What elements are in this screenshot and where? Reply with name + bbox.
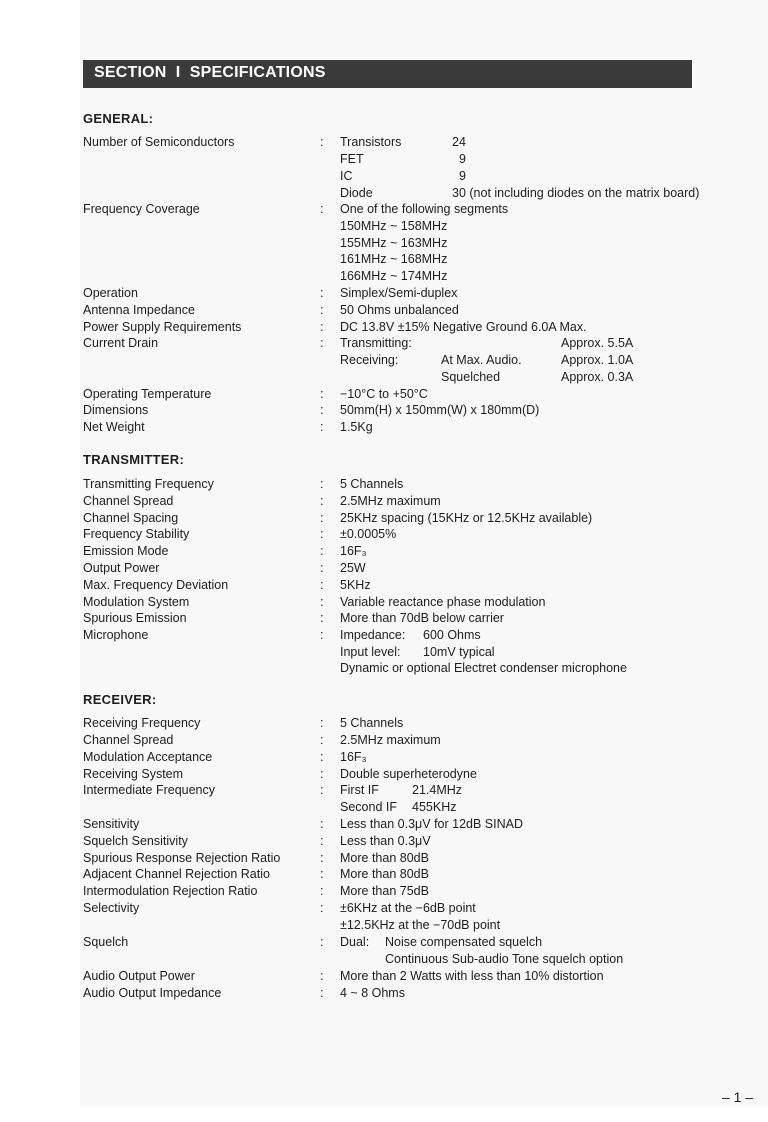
first-if-value: 21.4MHz [412, 783, 463, 797]
spec-row-operating-temperature [0, 386, 768, 403]
spec-row-ic [0, 168, 768, 185]
spec-value: 25KHz spacing (15KHz or 12.5KHz available) [340, 511, 593, 525]
spec-label: Intermodulation Rejection Ratio [83, 884, 258, 898]
spec-row-channel-spread [0, 732, 768, 749]
spec-value: ±6KHz at the −6dB point [340, 901, 476, 915]
receiving-label: Receiving: [340, 353, 399, 367]
spec-colon: : [320, 320, 324, 334]
spec-label: Operation [83, 286, 138, 300]
spec-row-segment [0, 251, 768, 268]
fet-label: FET [340, 152, 364, 166]
spec-value: Variable reactance phase modulation [340, 595, 546, 609]
spec-value: Less than 0.3μV for 12dB SINAD [340, 817, 523, 831]
spec-row-audio-output-impedance [0, 985, 768, 1002]
spec-row-diode [0, 185, 768, 202]
spec-label: Dimensions [83, 403, 149, 417]
spec-colon: : [320, 611, 324, 625]
spec-label: Frequency Coverage [83, 202, 200, 216]
spec-label: Receiving System [83, 767, 184, 781]
spec-colon: : [320, 544, 324, 558]
transmitter-section-title: TRANSMITTER: [83, 452, 185, 467]
spec-row-second-if [0, 799, 768, 816]
dual-label: Dual: [340, 935, 370, 949]
spec-row-squelch-2 [0, 951, 768, 968]
spec-value: 25W [340, 561, 366, 575]
spec-row-microphone-type [0, 660, 768, 677]
spec-row-power-supply [0, 319, 768, 336]
spec-row-output-power [0, 560, 768, 577]
spec-value: 5 Channels [340, 716, 404, 730]
squelched-label: Squelched [441, 370, 501, 384]
spec-colon: : [320, 935, 324, 949]
spec-label: Selectivity [83, 901, 140, 915]
spec-colon: : [320, 834, 324, 848]
spec-row-adjacent-rejection [0, 866, 768, 883]
spec-value: 2.5MHz maximum [340, 733, 441, 747]
spec-value: Continuous Sub-audio Tone squelch option [385, 952, 624, 966]
spec-colon: : [320, 303, 324, 317]
receiver-section-title: RECEIVER: [83, 692, 157, 707]
spec-label: Squelch Sensitivity [83, 834, 188, 848]
spec-colon: : [320, 477, 324, 491]
spec-row-modulation-acceptance [0, 749, 768, 766]
spec-value: More than 2 Watts with less than 10% distortion [340, 969, 604, 983]
spec-label: Sensitivity [83, 817, 140, 831]
spec-label: Receiving Frequency [83, 716, 201, 730]
spec-label: Emission Mode [83, 544, 169, 558]
spec-value: More than 80dB [340, 851, 429, 865]
spec-colon: : [320, 578, 324, 592]
spec-label: Adjacent Channel Rejection Ratio [83, 867, 270, 881]
spec-colon: : [320, 135, 324, 149]
spec-value: 16F₃ [340, 544, 367, 558]
spec-value: 5 Channels [340, 477, 404, 491]
spec-colon: : [320, 716, 324, 730]
spec-label: Power Supply Requirements [83, 320, 242, 334]
spec-row-receiving [0, 352, 768, 369]
spec-colon: : [320, 561, 324, 575]
spec-colon: : [320, 286, 324, 300]
spec-value: −10°C to +50°C [340, 387, 428, 401]
spec-value: More than 75dB [340, 884, 429, 898]
spec-row-segment [0, 235, 768, 252]
spec-colon: : [320, 511, 324, 525]
spec-label: Channel Spacing [83, 511, 179, 525]
spec-row-emission-mode [0, 543, 768, 560]
spec-colon: : [320, 202, 324, 216]
spec-value: ±12.5KHz at the −70dB point [340, 918, 501, 932]
spec-row-sensitivity [0, 816, 768, 833]
spec-value: 4 ~ 8 Ohms [340, 986, 405, 1000]
spec-label: Squelch [83, 935, 129, 949]
spec-row-modulation-system [0, 594, 768, 611]
spec-colon: : [320, 336, 324, 350]
spec-row-segment [0, 268, 768, 285]
spec-colon: : [320, 628, 324, 642]
spec-label: Audio Output Power [83, 969, 195, 983]
spec-colon: : [320, 901, 324, 915]
spec-row-fet [0, 151, 768, 168]
spec-value: 2.5MHz maximum [340, 494, 441, 508]
max-audio-label: At Max. Audio. [441, 353, 522, 367]
spec-label: Transmitting Frequency [83, 477, 214, 491]
spec-row-operation [0, 285, 768, 302]
spec-label: Channel Spread [83, 733, 174, 747]
second-if-value: 455KHz [412, 800, 457, 814]
spec-row-intermediate-frequency [0, 782, 768, 799]
spec-value: More than 70dB below carrier [340, 611, 504, 625]
spec-row-frequency-stability [0, 526, 768, 543]
spec-colon: : [320, 387, 324, 401]
spec-label: Current Drain [83, 336, 159, 350]
spec-colon: : [320, 986, 324, 1000]
spec-value: ±0.0005% [340, 527, 397, 541]
impedance-label: Impedance: [340, 628, 406, 642]
spec-colon: : [320, 750, 324, 764]
ic-value: 9 [459, 169, 466, 183]
diode-label: Diode [340, 186, 373, 200]
spec-row-transmitting-frequency [0, 476, 768, 493]
spec-label: Spurious Response Rejection Ratio [83, 851, 281, 865]
spec-colon: : [320, 527, 324, 541]
spec-label: Antenna Impedance [83, 303, 195, 317]
spec-label: Output Power [83, 561, 160, 575]
spec-row-channel-spread [0, 493, 768, 510]
spec-label: Intermediate Frequency [83, 783, 216, 797]
diode-value: 30 (not including diodes on the matrix board) [452, 186, 700, 200]
spec-row-audio-output-power [0, 968, 768, 985]
spec-label: Spurious Emission [83, 611, 187, 625]
spec-label: Frequency Stability [83, 527, 190, 541]
spec-row-frequency-coverage [0, 201, 768, 218]
spec-row-selectivity [0, 900, 768, 917]
spec-label: Modulation System [83, 595, 190, 609]
spec-row-dimensions [0, 402, 768, 419]
spec-value: One of the following segments [340, 202, 509, 216]
transmitting-value: Approx. 5.5A [561, 336, 634, 350]
spec-row-channel-spacing [0, 510, 768, 527]
input-level-value: 10mV typical [423, 645, 495, 659]
section-header-title: SECTION I SPECIFICATIONS [94, 64, 326, 81]
spec-value: Simplex/Semi-duplex [340, 286, 458, 300]
spec-value: 50 Ohms unbalanced [340, 303, 459, 317]
impedance-value: 600 Ohms [423, 628, 481, 642]
spec-colon: : [320, 969, 324, 983]
spec-row-squelch [0, 934, 768, 951]
spec-value: 166MHz ~ 174MHz [340, 269, 448, 283]
transistors-label: Transistors [340, 135, 402, 149]
spec-colon: : [320, 733, 324, 747]
squelched-value: Approx. 0.3A [561, 370, 634, 384]
spec-value: 155MHz ~ 163MHz [340, 236, 448, 250]
spec-value: Double superheterodyne [340, 767, 477, 781]
spec-value: Noise compensated squelch [385, 935, 543, 949]
spec-colon: : [320, 783, 324, 797]
spec-colon: : [320, 817, 324, 831]
spec-value: More than 80dB [340, 867, 429, 881]
spec-label: Max. Frequency Deviation [83, 578, 229, 592]
spec-row-receiving-frequency [0, 715, 768, 732]
spec-colon: : [320, 851, 324, 865]
ic-label: IC [340, 169, 353, 183]
spec-value: 5KHz [340, 578, 371, 592]
spec-value: 150MHz ~ 158MHz [340, 219, 448, 233]
spec-row-receiving-system [0, 766, 768, 783]
spec-colon: : [320, 867, 324, 881]
spec-colon: : [320, 494, 324, 508]
spec-row-antenna-impedance [0, 302, 768, 319]
max-audio-value: Approx. 1.0A [561, 353, 634, 367]
spec-colon: : [320, 595, 324, 609]
spec-row-semiconductors [0, 134, 768, 151]
fet-value: 9 [459, 152, 466, 166]
general-section-title: GENERAL: [83, 111, 154, 126]
spec-row-intermod-rejection [0, 883, 768, 900]
page-number: – 1 – [722, 1089, 754, 1105]
spec-row-segment [0, 218, 768, 235]
input-level-label: Input level: [340, 645, 401, 659]
spec-value: Dynamic or optional Electret condenser microphone [340, 661, 627, 675]
spec-value: Less than 0.3μV [340, 834, 431, 848]
spec-label: Modulation Acceptance [83, 750, 213, 764]
spec-colon: : [320, 420, 324, 434]
first-if-label: First IF [340, 783, 379, 797]
spec-row-spurious-emission [0, 610, 768, 627]
spec-value: DC 13.8V ±15% Negative Ground 6.0A Max. [340, 320, 587, 334]
spec-label: Channel Spread [83, 494, 174, 508]
spec-row-microphone [0, 627, 768, 644]
spec-label: Audio Output Impedance [83, 986, 222, 1000]
spec-row-selectivity-2 [0, 917, 768, 934]
spec-colon: : [320, 403, 324, 417]
transmitting-label: Transmitting: [340, 336, 412, 350]
spec-row-spurious-rejection [0, 850, 768, 867]
spec-colon: : [320, 767, 324, 781]
spec-label: Microphone [83, 628, 149, 642]
spec-label: Operating Temperature [83, 387, 212, 401]
spec-label: Number of Semiconductors [83, 135, 235, 149]
spec-row-max-frequency-deviation [0, 577, 768, 594]
spec-row-current-drain [0, 335, 768, 352]
spec-row-input-level [0, 644, 768, 661]
spec-row-squelch-sensitivity [0, 833, 768, 850]
transistors-value: 24 [452, 135, 466, 149]
second-if-label: Second IF [340, 800, 397, 814]
spec-value: 50mm(H) x 150mm(W) x 180mm(D) [340, 403, 540, 417]
spec-value: 16F₃ [340, 750, 367, 764]
spec-value: 1.5Kg [340, 420, 373, 434]
spec-row-net-weight [0, 419, 768, 436]
spec-label: Net Weight [83, 420, 145, 434]
spec-row-squelched [0, 369, 768, 386]
spec-value: 161MHz ~ 168MHz [340, 252, 448, 266]
spec-colon: : [320, 884, 324, 898]
